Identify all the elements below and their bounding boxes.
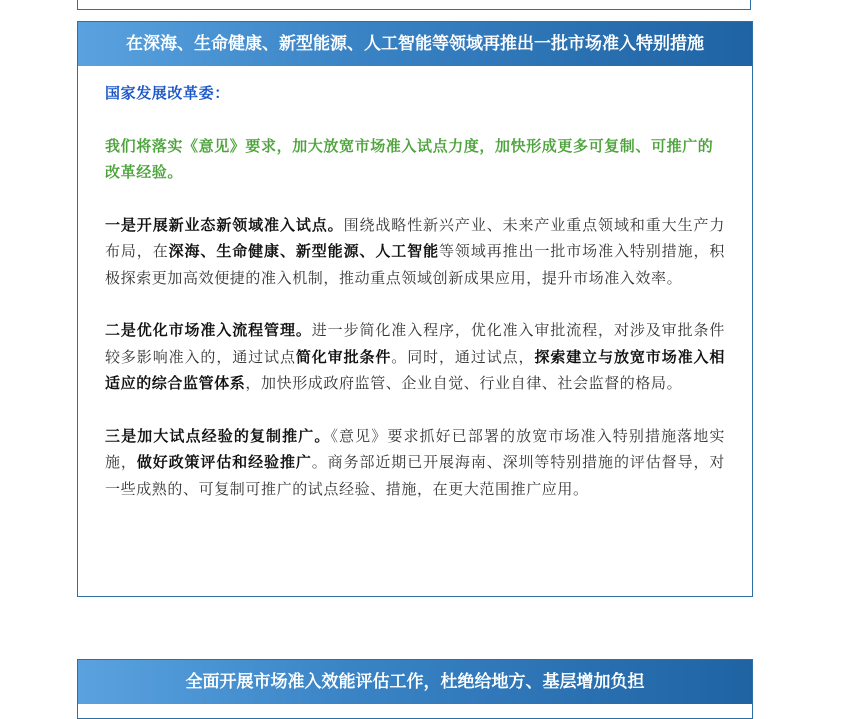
body-text: 《意见》要求抓好已部署的放宽市场准入特别措施落地实施，	[105, 426, 725, 471]
emphasis-text: 做好政策评估和经验推广	[136, 453, 312, 471]
market-access-measures-card	[77, 21, 753, 597]
body-text: ，加快形成政府监管、企业自觉、行业自律、社会监督的格局。	[245, 374, 683, 392]
efficiency-evaluation-card	[77, 659, 753, 719]
emphasis-text: 一是开展新业态新领域准入试点。	[105, 215, 344, 234]
emphasis-text: 简化审批条件	[295, 347, 392, 366]
measure-point-1	[105, 212, 725, 292]
section-banner-title: 在深海、生命健康、新型能源、人工智能等领域再推出一批市场准入特别措施	[78, 22, 752, 66]
emphasis-text: 深海、生命健康、新型能源、人工智能	[168, 242, 440, 260]
card-body	[78, 66, 752, 502]
measure-points-list	[105, 212, 725, 503]
section-banner-title-2: 全面开展市场准入效能评估工作，杜绝给地方、基层增加负担	[78, 660, 752, 704]
body-text: 。商务部近期已开展海南、深圳等特别措施的评估督导，对一些成熟的、可复制可推广的试点经验、措施，在更大范围推广应用。	[105, 453, 725, 498]
agency-label: 国家发展改革委：	[105, 84, 230, 102]
body-text: 进一步简化准入程序，优化准入审批流程，对涉及审批条件较多影响准入的，通过试点	[105, 321, 725, 366]
measure-point-3	[105, 423, 725, 503]
emphasis-text: 二是优化市场准入流程管理。	[105, 321, 312, 339]
highlight-quote: 我们将落实《意见》要求，加大放宽市场准入试点力度，加快形成更多可复制、可推广的改革经验。	[105, 136, 714, 181]
measure-point-2	[105, 317, 725, 397]
emphasis-text: 探索建立与放宽市场准入相适应的综合监管体系	[105, 347, 726, 392]
previous-card-bottom-edge	[77, 0, 751, 10]
body-text: 。同时，通过试点，	[391, 347, 535, 366]
body-text: 等领域再推出一批市场准入特别措施，积极探索更加高效便捷的准入机制，推动重点领域创新成果应用，提升市场准入效率。	[105, 242, 725, 287]
body-text: 围绕战略性新兴产业、未来产业重点领域和重大生产力布局，在	[105, 215, 725, 260]
emphasis-text: 三是加大试点经验的复制推广。	[105, 426, 331, 445]
